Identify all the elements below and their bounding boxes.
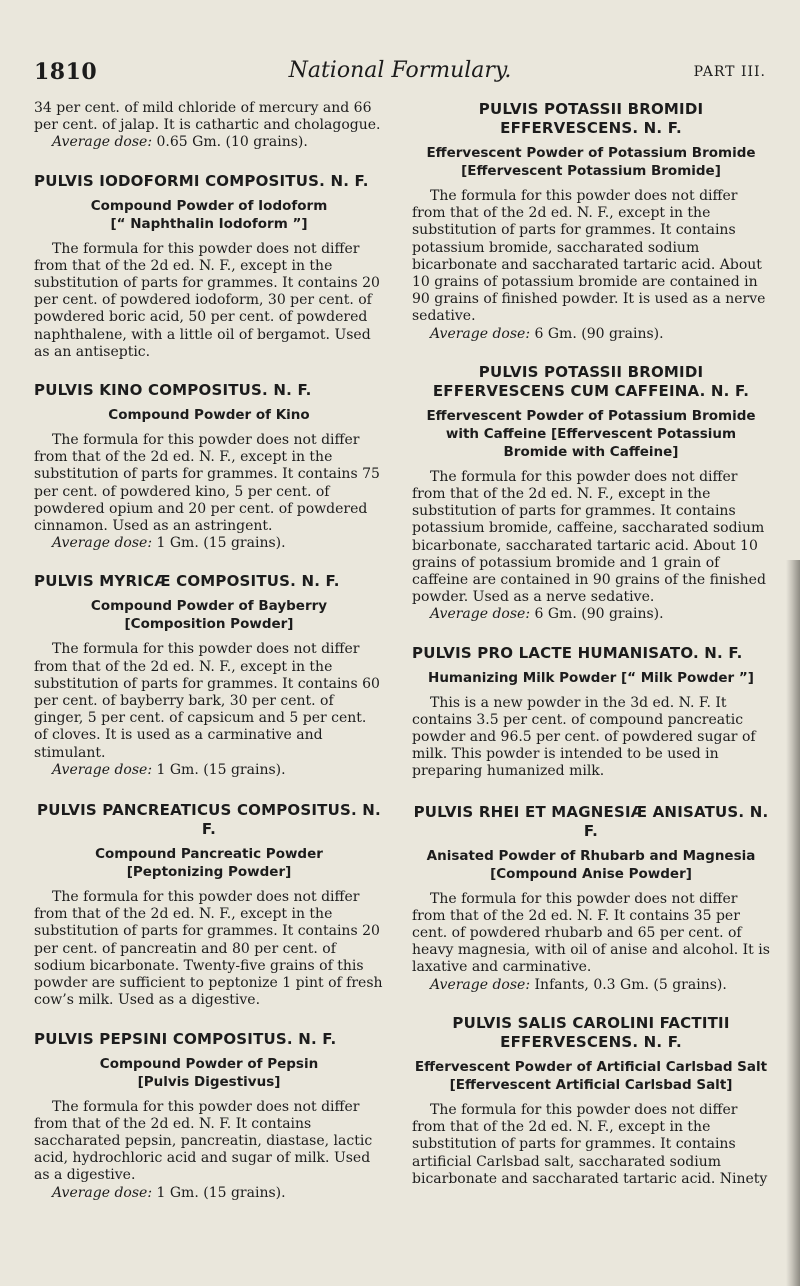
page-header — [0, 0, 800, 84]
dose-label: Average dose: — [430, 325, 531, 342]
entry-alt-name: [Pulvis Digestivus] — [137, 1073, 281, 1090]
entry-subtitle: Effervescent Powder of Potassium Bromide — [426, 145, 756, 161]
dose-label: Average dose: — [430, 606, 531, 623]
dose-label: Average dose: — [52, 535, 153, 552]
entry-title: PULVIS POTASSII BROMIDI EFFERVESCENS CUM CAFFEINA. N. F. — [432, 362, 750, 400]
dose-label: Average dose: — [52, 1184, 153, 1201]
entry-average-dose — [412, 326, 770, 343]
entry-body: The formula for this powder does not differ from that of the 2d ed. N. F., except in the substitution of parts for grammes. It contains 20 per cent. of powdered iodoform, 30 per cent. of powdered boric acid, 50 per cent. of powdered naphthalene, with a little oil of bergamot. Used as an antiseptic. — [34, 240, 380, 360]
dose-value: Infants, 0.3 Gm. (5 grains). — [534, 976, 727, 993]
left-column — [34, 100, 384, 1202]
entry-title: PULVIS PEPSINI COMPOSITUS. N. F. — [34, 1029, 337, 1048]
entry-subtitle: Compound Pancreatic Powder — [95, 846, 323, 863]
entry-alt-name: [“ Naphthalin Iodoform ”] — [110, 215, 308, 232]
dose-label: Average dose: — [430, 976, 531, 993]
entry-pulvis-salis-carolini — [412, 1014, 770, 1188]
dose-value: 0.65 Gm. (10 grains). — [156, 134, 308, 151]
entry-pulvis-pro-lacte — [412, 644, 770, 781]
entry-subtitle: Compound Powder of Iodoform — [90, 197, 328, 214]
entry-body: The formula for this powder does not differ from that of the 2d ed. N. F., except in the substitution of parts for grammes. It contains 75 per cent. of powdered kino, 5 per cent. of powdered opium and 20 per cent. of powdered cinnamon. Used as an astringent. — [34, 432, 380, 535]
dose-value: 6 Gm. (90 grains). — [534, 606, 664, 623]
right-column — [412, 100, 770, 1188]
entry-body: The formula for this powder does not differ from that of the 2d ed. N. F., except in the substitution of parts for grammes. It contains 60 per cent. of bayberry bark, 30 per cent. of ginger, 5 per cent. of capsicum and 5 per cent. of cloves. It is used as a carminative and stimulant. — [34, 641, 380, 761]
dose-label: Average dose: — [52, 761, 153, 778]
entry-average-dose — [34, 762, 384, 779]
dose-value: 1 Gm. (15 grains). — [156, 535, 286, 552]
intro-paragraph: 34 per cent. of mild chloride of mercury and 66 per cent. of jalap. It is cathartic and cholagogue. — [34, 100, 381, 134]
intro-average-dose — [34, 134, 384, 151]
entry-pulvis-pancreaticus — [34, 801, 384, 1009]
entry-average-dose — [412, 977, 770, 994]
entry-title: PULVIS RHEI ET MAGNESIÆ ANISATUS. N. F. — [413, 802, 769, 840]
entry-title: PULVIS PANCREATICUS COMPOSITUS. N. F. — [37, 801, 381, 839]
entry-subtitle: Anisated Powder of Rhubarb and Magnesia — [426, 847, 756, 864]
entry-body: The formula for this powder does not differ from that of the 2d ed. N. F., except in the substitution of parts for grammes. It contains artificial Carlsbad salt, saccharated sodium bicarbonate and saccharated tartaric acid. Ninety — [412, 1101, 768, 1187]
entry-body: The formula for this powder does not differ from that of the 2d ed. N. F. It contains saccharated pepsin, pancreatin, diastase, lactic acid, hydrochloric acid and sugar of milk. Used as a digestive. — [34, 1098, 373, 1184]
entry-subtitle: Humanizing Milk Powder [“ Milk Powder ”] — [428, 669, 754, 686]
entry-body: The formula for this powder does not differ from that of the 2d ed. N. F., except in the substitution of parts for grammes. It contains potassium bromide, saccharated sodium bicarbonate and saccharated tartaric acid. About 10 grains of potassium bromide are contained in 90 grains of finished powder. It is used as a nerve sedative. — [412, 188, 766, 325]
part-label: PART III. — [693, 64, 766, 80]
entry-pulvis-myricae — [34, 572, 384, 779]
entry-pulvis-iodoformi — [34, 172, 384, 361]
entry-average-dose — [34, 1185, 384, 1202]
entry-alt-name: [Composition Powder] — [124, 616, 294, 633]
page-number: 1810 — [34, 59, 98, 85]
dose-value: 1 Gm. (15 grains). — [156, 1184, 286, 1201]
running-title: National Formulary. — [288, 58, 512, 83]
entry-pulvis-potassii-bromidi — [412, 100, 770, 343]
entry-alt-name: [Effervescent Potassium Bromide] — [461, 163, 721, 179]
entry-title: PULVIS POTASSII BROMIDI EFFERVESCENS. N. F. — [478, 100, 704, 137]
entry-body: This is a new powder in the 3d ed. N. F. It contains 3.5 per cent. of compound pancreatic powder and 96.5 per cent. of powdered sugar of milk. This powder is intended to be used in preparing humanized milk. — [412, 694, 756, 780]
entry-body: The formula for this powder does not differ from that of the 2d ed. N. F., except in the substitution of parts for grammes. It contains 20 per cent. of pancreatin and 80 per cent. of sodium bicarbonate. Twenty-five grains of this powder are sufficient to peptonize 1 pint of fresh cow’s milk. Used as a digestive. — [34, 889, 383, 1009]
entry-body: The formula for this powder does not differ from that of the 2d ed. N. F. It contains 35 per cent. of powdered rhubarb and 65 per cent. of heavy magnesia, with oil of anise and alcohol. It is laxative and carminative. — [412, 890, 770, 976]
entry-subtitle: Compound Powder of Kino — [108, 407, 310, 424]
entry-title: PULVIS SALIS CAROLINI FACTITII EFFERVESCENS. N. F. — [452, 1013, 730, 1051]
entry-title: PULVIS KINO COMPOSITUS. N. F. — [34, 381, 312, 400]
page-edge-shadow — [786, 560, 800, 1286]
entry-subtitle: Effervescent Powder of Potassium Bromide with Caffeine [Effervescent Potassium Bromide with Caffeine] — [426, 407, 756, 460]
entry-title: PULVIS PRO LACTE HUMANISATO. N. F. — [412, 643, 743, 662]
entry-pulvis-kino — [34, 381, 384, 552]
entry-subtitle: Compound Powder of Pepsin — [99, 1055, 319, 1072]
entry-pulvis-rhei-magnesiae — [412, 803, 770, 994]
entry-subtitle: Effervescent Powder of Artificial Carlsbad Salt [Effervescent Artificial Carlsbad Salt] — [414, 1058, 768, 1093]
dose-value: 1 Gm. (15 grains). — [156, 761, 286, 778]
entry-title: PULVIS IODOFORMI COMPOSITUS. N. F. — [34, 171, 369, 190]
dose-value: 6 Gm. (90 grains). — [534, 325, 664, 342]
entry-pulvis-pepsini — [34, 1030, 384, 1202]
entry-average-dose — [34, 535, 384, 552]
entry-alt-name: [Peptonizing Powder] — [126, 864, 292, 881]
entry-average-dose — [412, 606, 770, 623]
entry-pulvis-potassii-bromidi-caffeina — [412, 363, 770, 624]
dose-label: Average dose: — [52, 134, 153, 151]
entry-body: The formula for this powder does not differ from that of the 2d ed. N. F., except in the substitution of parts for grammes. It contains potassium bromide, caffeine, saccharated sodium bicarbonate, saccharated tartaric acid. About 10 grains of potassium bromide and 1 grain of caffeine are contained in 90 grains of the finished powder. Used as a nerve sedative. — [412, 468, 766, 606]
entry-subtitle: Compound Powder of Bayberry — [90, 598, 328, 615]
entry-title: PULVIS MYRICÆ COMPOSITUS. N. F. — [34, 572, 340, 591]
entry-alt-name: [Compound Anise Powder] — [490, 865, 692, 882]
